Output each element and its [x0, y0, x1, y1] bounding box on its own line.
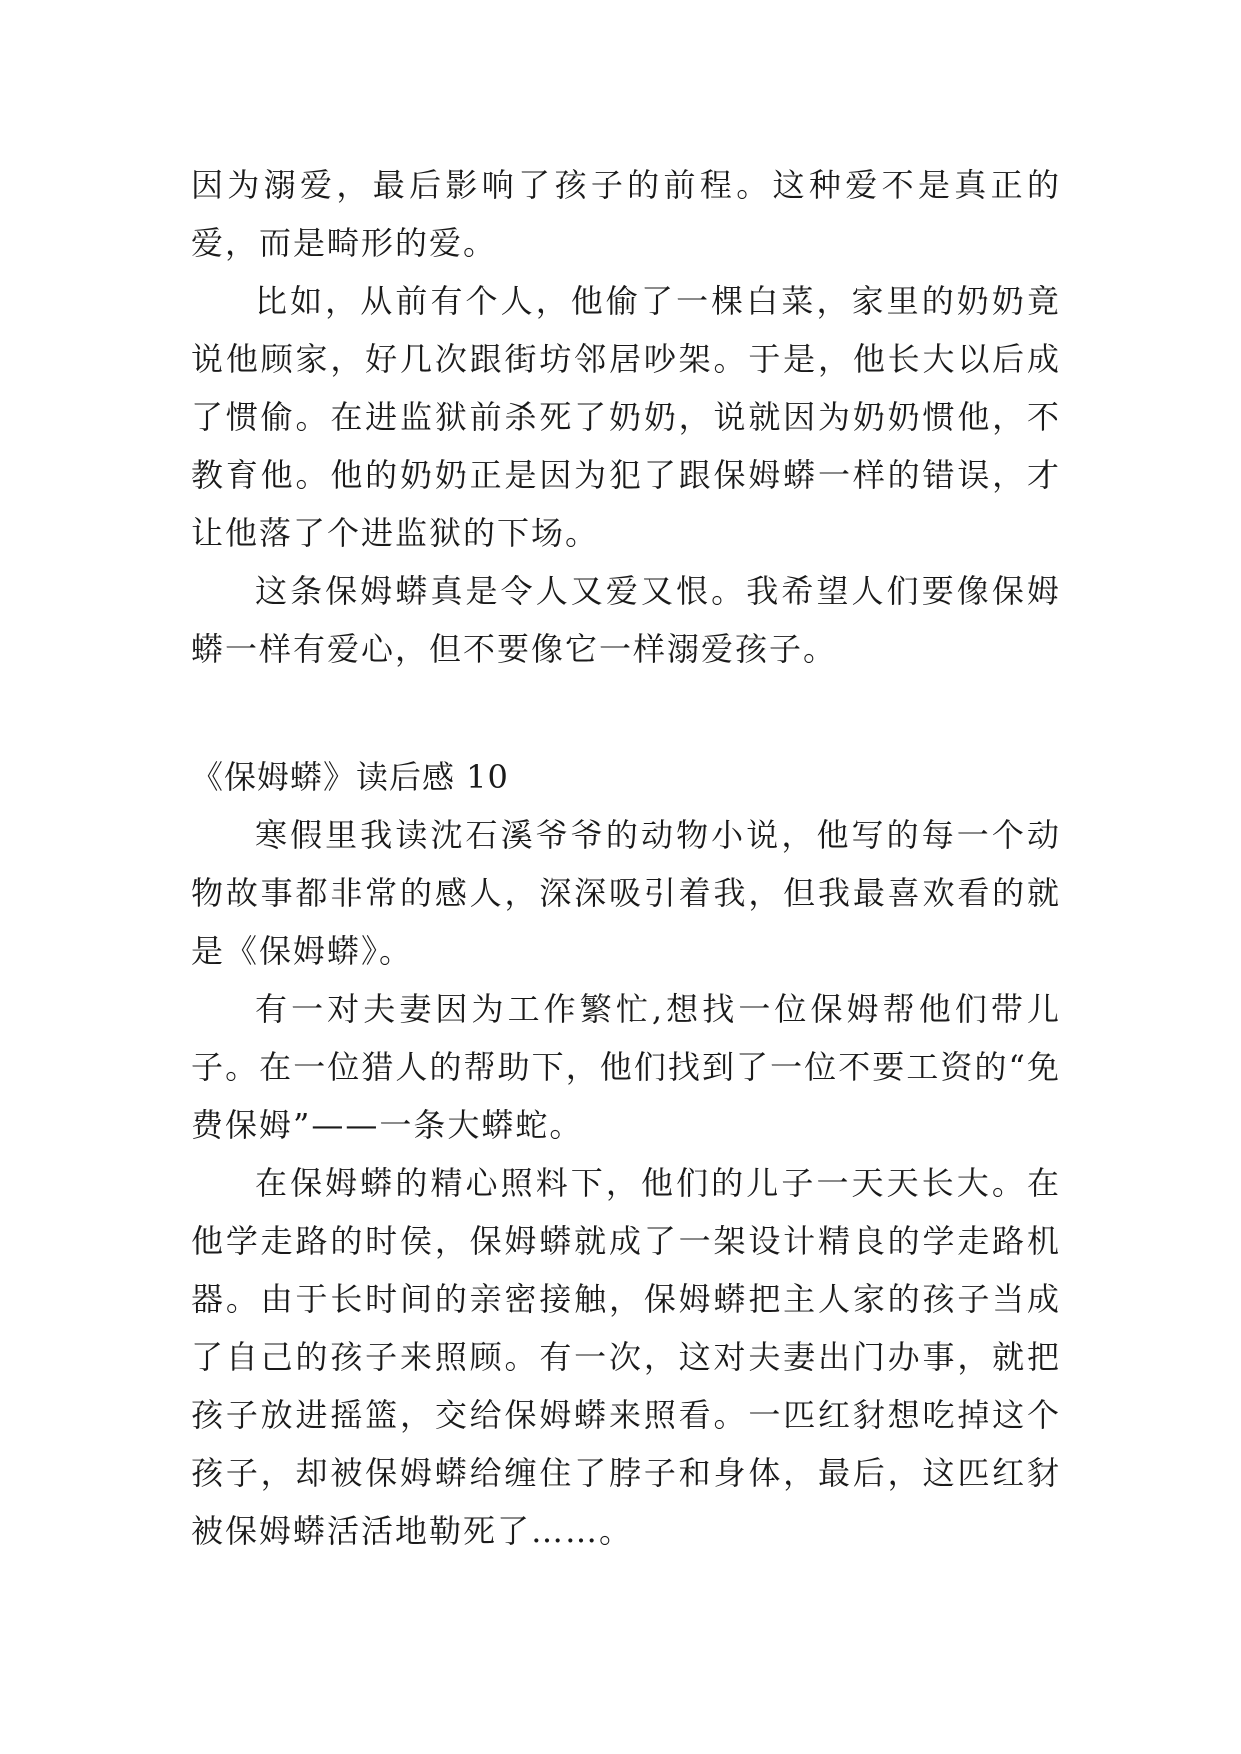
paragraph: 有一对夫妻因为工作繁忙,想找一位保姆帮他们带儿子。在一位猎人的帮助下，他们找到了一位不要工资的“免费保姆”——一条大蟒蛇。	[191, 990, 1061, 1144]
section-heading: 《保姆蟒》读后感 10	[191, 758, 509, 796]
section-spacer	[191, 678, 1061, 748]
paragraph: 这条保姆蟒真是令人又爱又恨。我希望人们要像保姆蟒一样有爱心，但不要像它一样溺爱孩子。	[191, 572, 1061, 668]
paragraph: 寒假里我读沈石溪爷爷的动物小说，他写的每一个动物故事都非常的感人，深深吸引着我，但我最喜欢看的就是《保姆蟒》。	[191, 816, 1061, 970]
document-body	[191, 156, 1061, 1560]
paragraph: 在保姆蟒的精心照料下，他们的儿子一天天长大。在他学走路的时侯，保姆蟒就成了一架设计精良的学走路机器。由于长时间的亲密接触，保姆蟒把主人家的孩子当成了自己的孩子来照顾。有一次，这对夫妻出门办事，就把孩子放进摇篮，交给保姆蟒来照看。一匹红豺想吃掉这个孩子，却被保姆蟒给缠住了脖子和身体，最后，这匹红豺被保姆蟒活活地勒死了……。	[191, 1164, 1061, 1550]
paragraph: 比如，从前有个人，他偷了一棵白菜，家里的奶奶竟说他顾家，好几次跟街坊邻居吵架。于是，他长大以后成了惯偷。在进监狱前杀死了奶奶，说就因为奶奶惯他，不教育他。他的奶奶正是因为犯了跟保姆蟒一样的错误，才让他落了个进监狱的下场。	[191, 282, 1061, 552]
paragraph: 因为溺爱，最后影响了孩子的前程。这种爱不是真正的爱，而是畸形的爱。	[191, 166, 1061, 262]
